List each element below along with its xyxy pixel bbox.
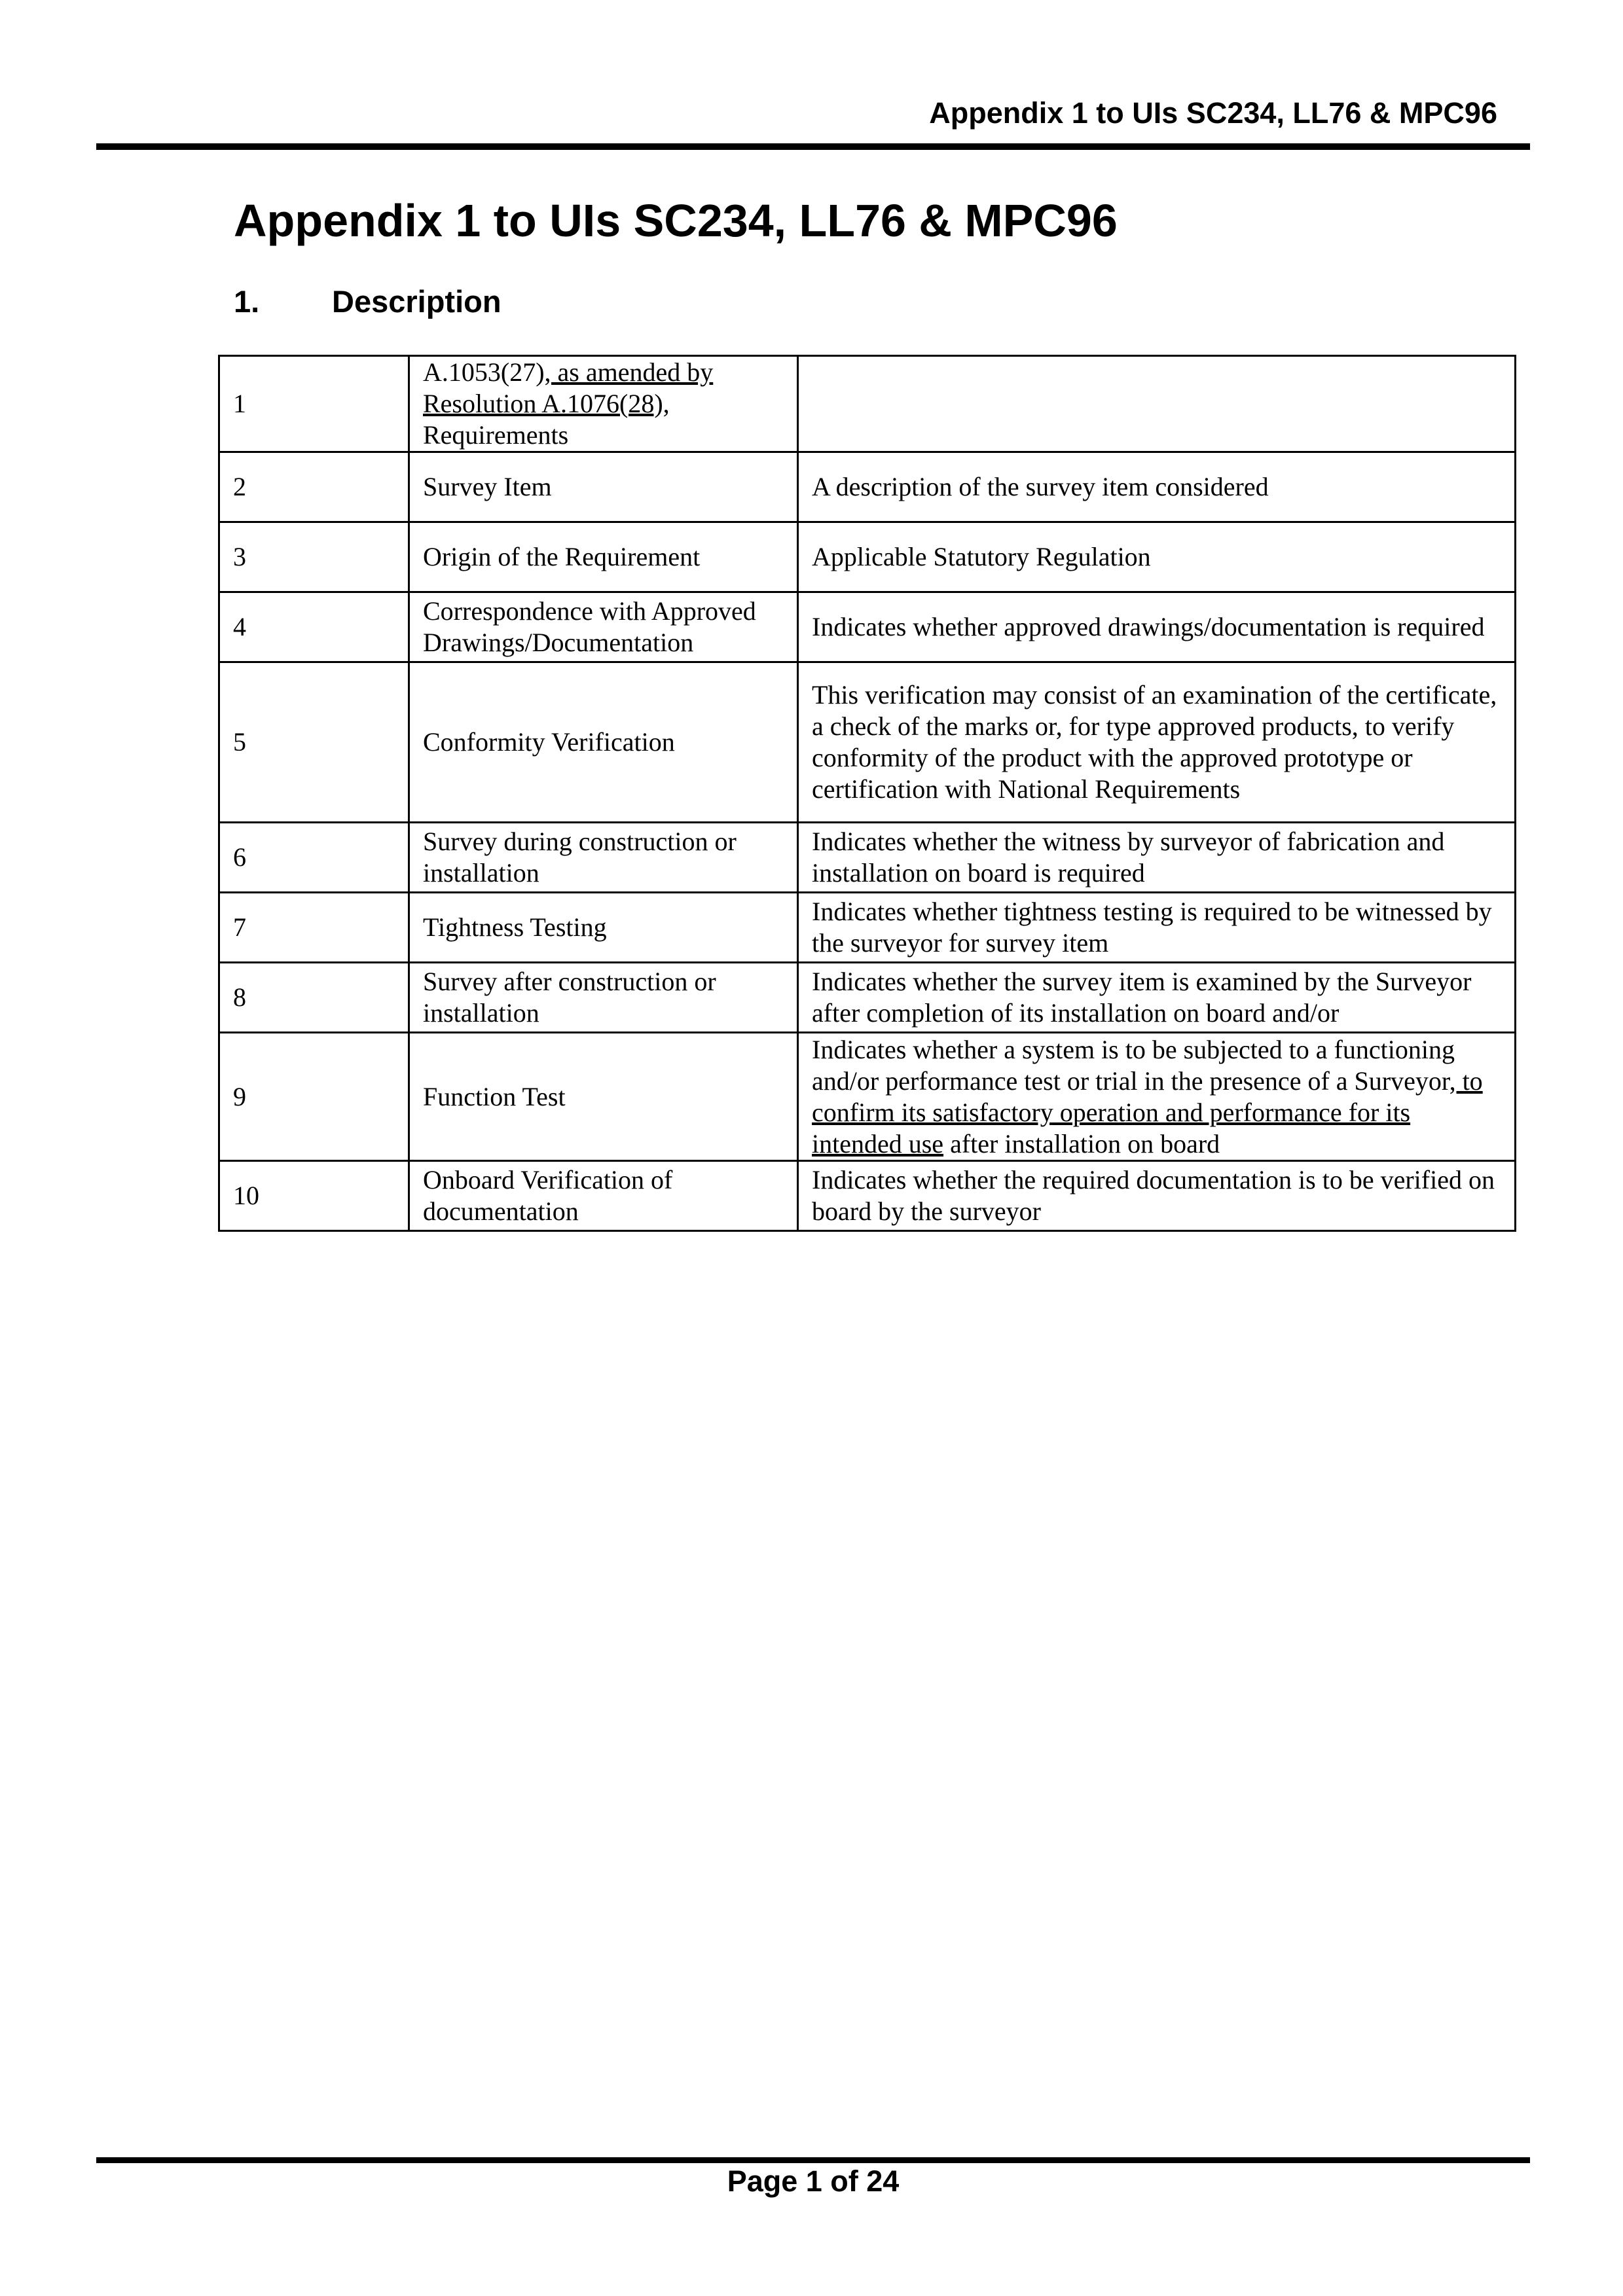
description-cell: [798, 1161, 1516, 1231]
row-number-cell: 3: [219, 522, 409, 592]
survey-item-cell-text: Survey Item: [423, 472, 552, 501]
document-title: Appendix 1 to UIs SC234, LL76 & MPC96: [234, 195, 1118, 246]
description-cell-text: A description of the survey item considered: [812, 472, 1269, 501]
description-cell-text: Applicable Statutory Regulation: [812, 542, 1151, 571]
table-row: [219, 356, 1516, 452]
description-table-body: [219, 356, 1516, 1231]
page-number: Page 1 of 24: [727, 2164, 900, 2198]
survey-item-cell-text: Function Test: [423, 1081, 566, 1111]
survey-item-cell: [409, 823, 798, 893]
description-table: [218, 355, 1516, 1232]
survey-item-cell-text: Survey during construction or installation: [423, 827, 737, 888]
table-row: [219, 592, 1516, 662]
table-row: [219, 452, 1516, 522]
survey-item-cell: [409, 1161, 798, 1231]
survey-item-cell-text: , as amended by Resolution A.1076(28),: [423, 357, 714, 418]
table-row: [219, 963, 1516, 1033]
row-number-cell: 5: [219, 662, 409, 823]
survey-item-cell-text: Conformity Verification: [423, 727, 675, 757]
description-cell-text: , to confirm its satisfactory operation and performance for its intended use: [812, 1066, 1483, 1158]
survey-item-cell: [409, 893, 798, 963]
survey-item-cell: [409, 1033, 798, 1161]
description-cell: [798, 963, 1516, 1033]
survey-item-cell: [409, 522, 798, 592]
header-rule: [96, 143, 1530, 150]
section-title: Description: [332, 284, 501, 319]
survey-item-cell: [409, 452, 798, 522]
survey-item-cell: [409, 592, 798, 662]
survey-item-cell-text: Onboard Verification of documentation: [423, 1165, 673, 1226]
description-cell: [798, 662, 1516, 823]
table-row: [219, 662, 1516, 823]
description-cell-text: Indicates whether tightness testing is required to be witnessed by the surveyor for survey item: [812, 897, 1492, 958]
description-cell: [798, 356, 1516, 452]
table-row: [219, 823, 1516, 893]
survey-item-cell-text: Correspondence with Approved Drawings/Documentation: [423, 596, 756, 657]
description-cell-text: Indicates whether the witness by surveyor of fabrication and installation on board is required: [812, 827, 1445, 888]
row-number-cell: 6: [219, 823, 409, 893]
table-row: [219, 893, 1516, 963]
description-cell-text: Indicates whether a system is to be subjected to a functioning and/or performance test or trial in the presence of a Surveyor: [812, 1034, 1455, 1096]
row-number-cell: 1: [219, 356, 409, 452]
row-number-cell: 9: [219, 1033, 409, 1161]
footer-rule: [96, 2157, 1530, 2163]
row-number-cell: 4: [219, 592, 409, 662]
description-cell: [798, 592, 1516, 662]
survey-item-cell-text: Tightness Testing: [423, 912, 607, 942]
row-number-cell: 2: [219, 452, 409, 522]
survey-item-cell: [409, 963, 798, 1033]
description-cell: [798, 522, 1516, 592]
row-number-cell: 10: [219, 1161, 409, 1231]
description-cell-text: Indicates whether the survey item is examined by the Surveyor after completion of its installation on board and/or: [812, 967, 1472, 1028]
running-header: Appendix 1 to UIs SC234, LL76 & MPC96: [929, 96, 1497, 130]
section-number: 1.: [234, 284, 260, 319]
description-cell: [798, 452, 1516, 522]
table-row: [219, 522, 1516, 592]
description-cell-text: Indicates whether approved drawings/documentation is required: [812, 612, 1485, 641]
survey-item-cell: [409, 356, 798, 452]
row-number-cell: 8: [219, 963, 409, 1033]
description-cell: [798, 893, 1516, 963]
survey-item-cell: [409, 662, 798, 823]
survey-item-cell-text: Requirements: [423, 420, 569, 450]
survey-item-cell-text: Survey after construction or installation: [423, 967, 716, 1028]
survey-item-cell-text: A.1053(27): [423, 357, 545, 387]
description-cell-text: Indicates whether the required documentation is to be verified on board by the surveyor: [812, 1165, 1495, 1226]
row-number-cell: 7: [219, 893, 409, 963]
description-cell: [798, 823, 1516, 893]
description-cell: [798, 1033, 1516, 1161]
table-row: [219, 1161, 1516, 1231]
survey-item-cell-text: Origin of the Requirement: [423, 542, 701, 571]
description-cell-text: after installation on board: [943, 1128, 1220, 1158]
table-row: [219, 1033, 1516, 1161]
description-cell-text: This verification may consist of an examination of the certificate, a check of the marks or, for type approved products, to verify conformity of the product with the approved prototype or certification with National Requirements: [812, 680, 1497, 804]
